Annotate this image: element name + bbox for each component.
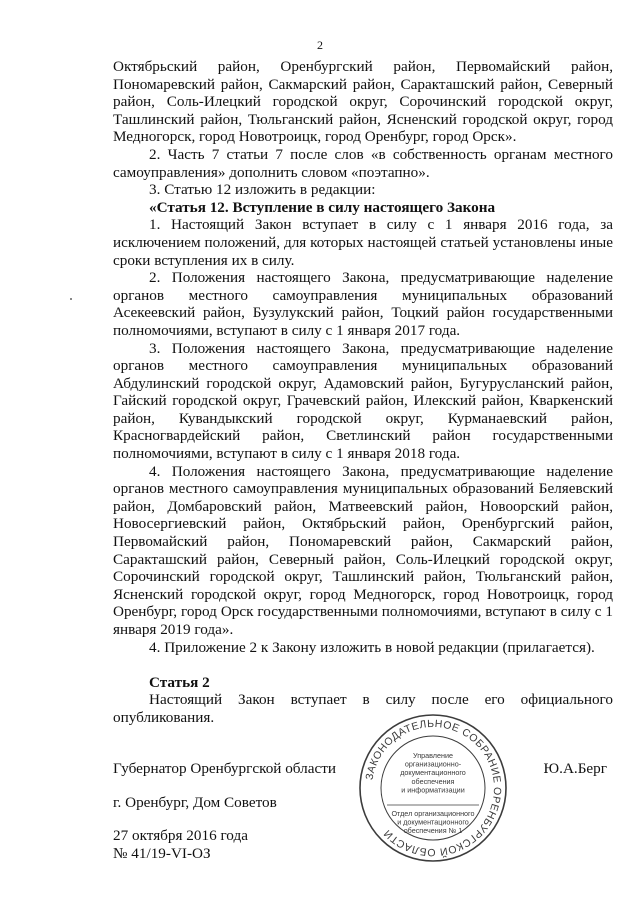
stamp-text-line: и информатизации bbox=[401, 785, 465, 795]
paragraph: 4. Положения настоящего Закона, предусматривающие наделение органов местного самоуправления муниципальных образований Беляевский район, Домбаровский район, Матвеевский район, Новоорский район, Новосергиевский район, Октябрьский район, Оренбургский район, Первомайский район, Пономаревский район, Сакмарский район, Саракташский район, Северный район, Соль-Илецкий городской округ, Сорочинский городской округ, Ташлинский район, Тюльганский район, Ясненский городской округ, город Медногорск, город Новотроицк, город Оренбург, город Орск государственными полномочиями, вступают в силу с 1 января 2019 года». bbox=[113, 462, 613, 638]
governor-title: Губернатор Оренбургской области bbox=[113, 760, 336, 777]
margin-mark bbox=[70, 298, 72, 300]
paragraph-spacer bbox=[113, 656, 613, 674]
stamp-text-line: Отдел организационного bbox=[391, 809, 475, 818]
svg-text:ЗАКОНОДАТЕЛЬНОЕ СОБРАНИЕ ОРЕНБ: ЗАКОНОДАТЕЛЬНОЕ СОБРАНИЕ ОРЕНБУРГСКОЙ ОБЛАСТИ bbox=[363, 717, 504, 859]
article-heading: «Статья 12. Вступление в силу настоящего Закона bbox=[149, 198, 496, 216]
article-heading: Статья 2 bbox=[149, 673, 210, 691]
paragraph: Настоящий Закон вступает в силу после его официального опубликования. bbox=[113, 691, 613, 726]
stamp-text-line: Управление bbox=[413, 751, 453, 760]
stamp-text-line: и документационного bbox=[397, 817, 469, 827]
paragraph: 1. Настоящий Закон вступает в силу с 1 января 2016 года, за исключением положений, для которых настоящей статьей установлены иные сроки вступления их в силу. bbox=[113, 216, 613, 269]
page-number: 2 bbox=[317, 38, 323, 52]
law-number: № 41/19-VI-ОЗ bbox=[113, 845, 211, 862]
paragraph: 3. Положения настоящего Закона, предусматривающие наделение органов местного самоуправления муниципальных образований Абдулинский городской округ, Адамовский район, Бугурусланский район, Гайский городской округ, Грачевский район, Илекский район, Кваркенский район, Кувандыкский городской округ, Курманаевский район, Красногвардейский район, Светлинский район государственными полномочиями, вступают в силу с 1 января 2018 года. bbox=[113, 339, 613, 463]
paragraph: 3. Статью 12 изложить в редакции: bbox=[149, 181, 376, 199]
paragraph: Октябрьский район, Оренбургский район, Первомайский район, Пономаревский район, Сакмарский район, Саракташский район, Северный район, Соль-Илецкий городской округ, Сорочинский городской округ, Ташлинский район, Тюльганский район, Ясненский городской округ, город Медногорск, город Новотроицк, город Оренбург, город Орск». bbox=[113, 58, 613, 146]
signing-date: 27 октября 2016 года bbox=[113, 827, 248, 844]
paragraph: 2. Часть 7 статьи 7 после слов «в собственность органам местного самоуправления» дополнить словом «поэтапно». bbox=[113, 145, 613, 181]
stamp-text-line: обеспечения bbox=[411, 776, 455, 786]
paragraph: 2. Положения настоящего Закона, предусматривающие наделение органов местного самоуправления муниципальных образований Асекеевский район, Бузулукский район, Тоцкий район государственными полномочиями, вступают в силу с 1 января 2017 года. bbox=[113, 269, 613, 339]
official-seal-stamp bbox=[357, 712, 509, 864]
paragraph: 4. Приложение 2 к Закону изложить в новой редакции (прилагается). bbox=[149, 638, 595, 656]
governor-name: Ю.А.Берг bbox=[543, 760, 607, 777]
signing-place: г. Оренбург, Дом Советов bbox=[113, 794, 277, 811]
stamp-text-line: обеспечения № 1 bbox=[403, 826, 463, 836]
stamp-text-line: организационно- bbox=[404, 759, 462, 769]
stamp-text-line: документационного bbox=[400, 768, 466, 778]
document-body bbox=[113, 58, 613, 727]
